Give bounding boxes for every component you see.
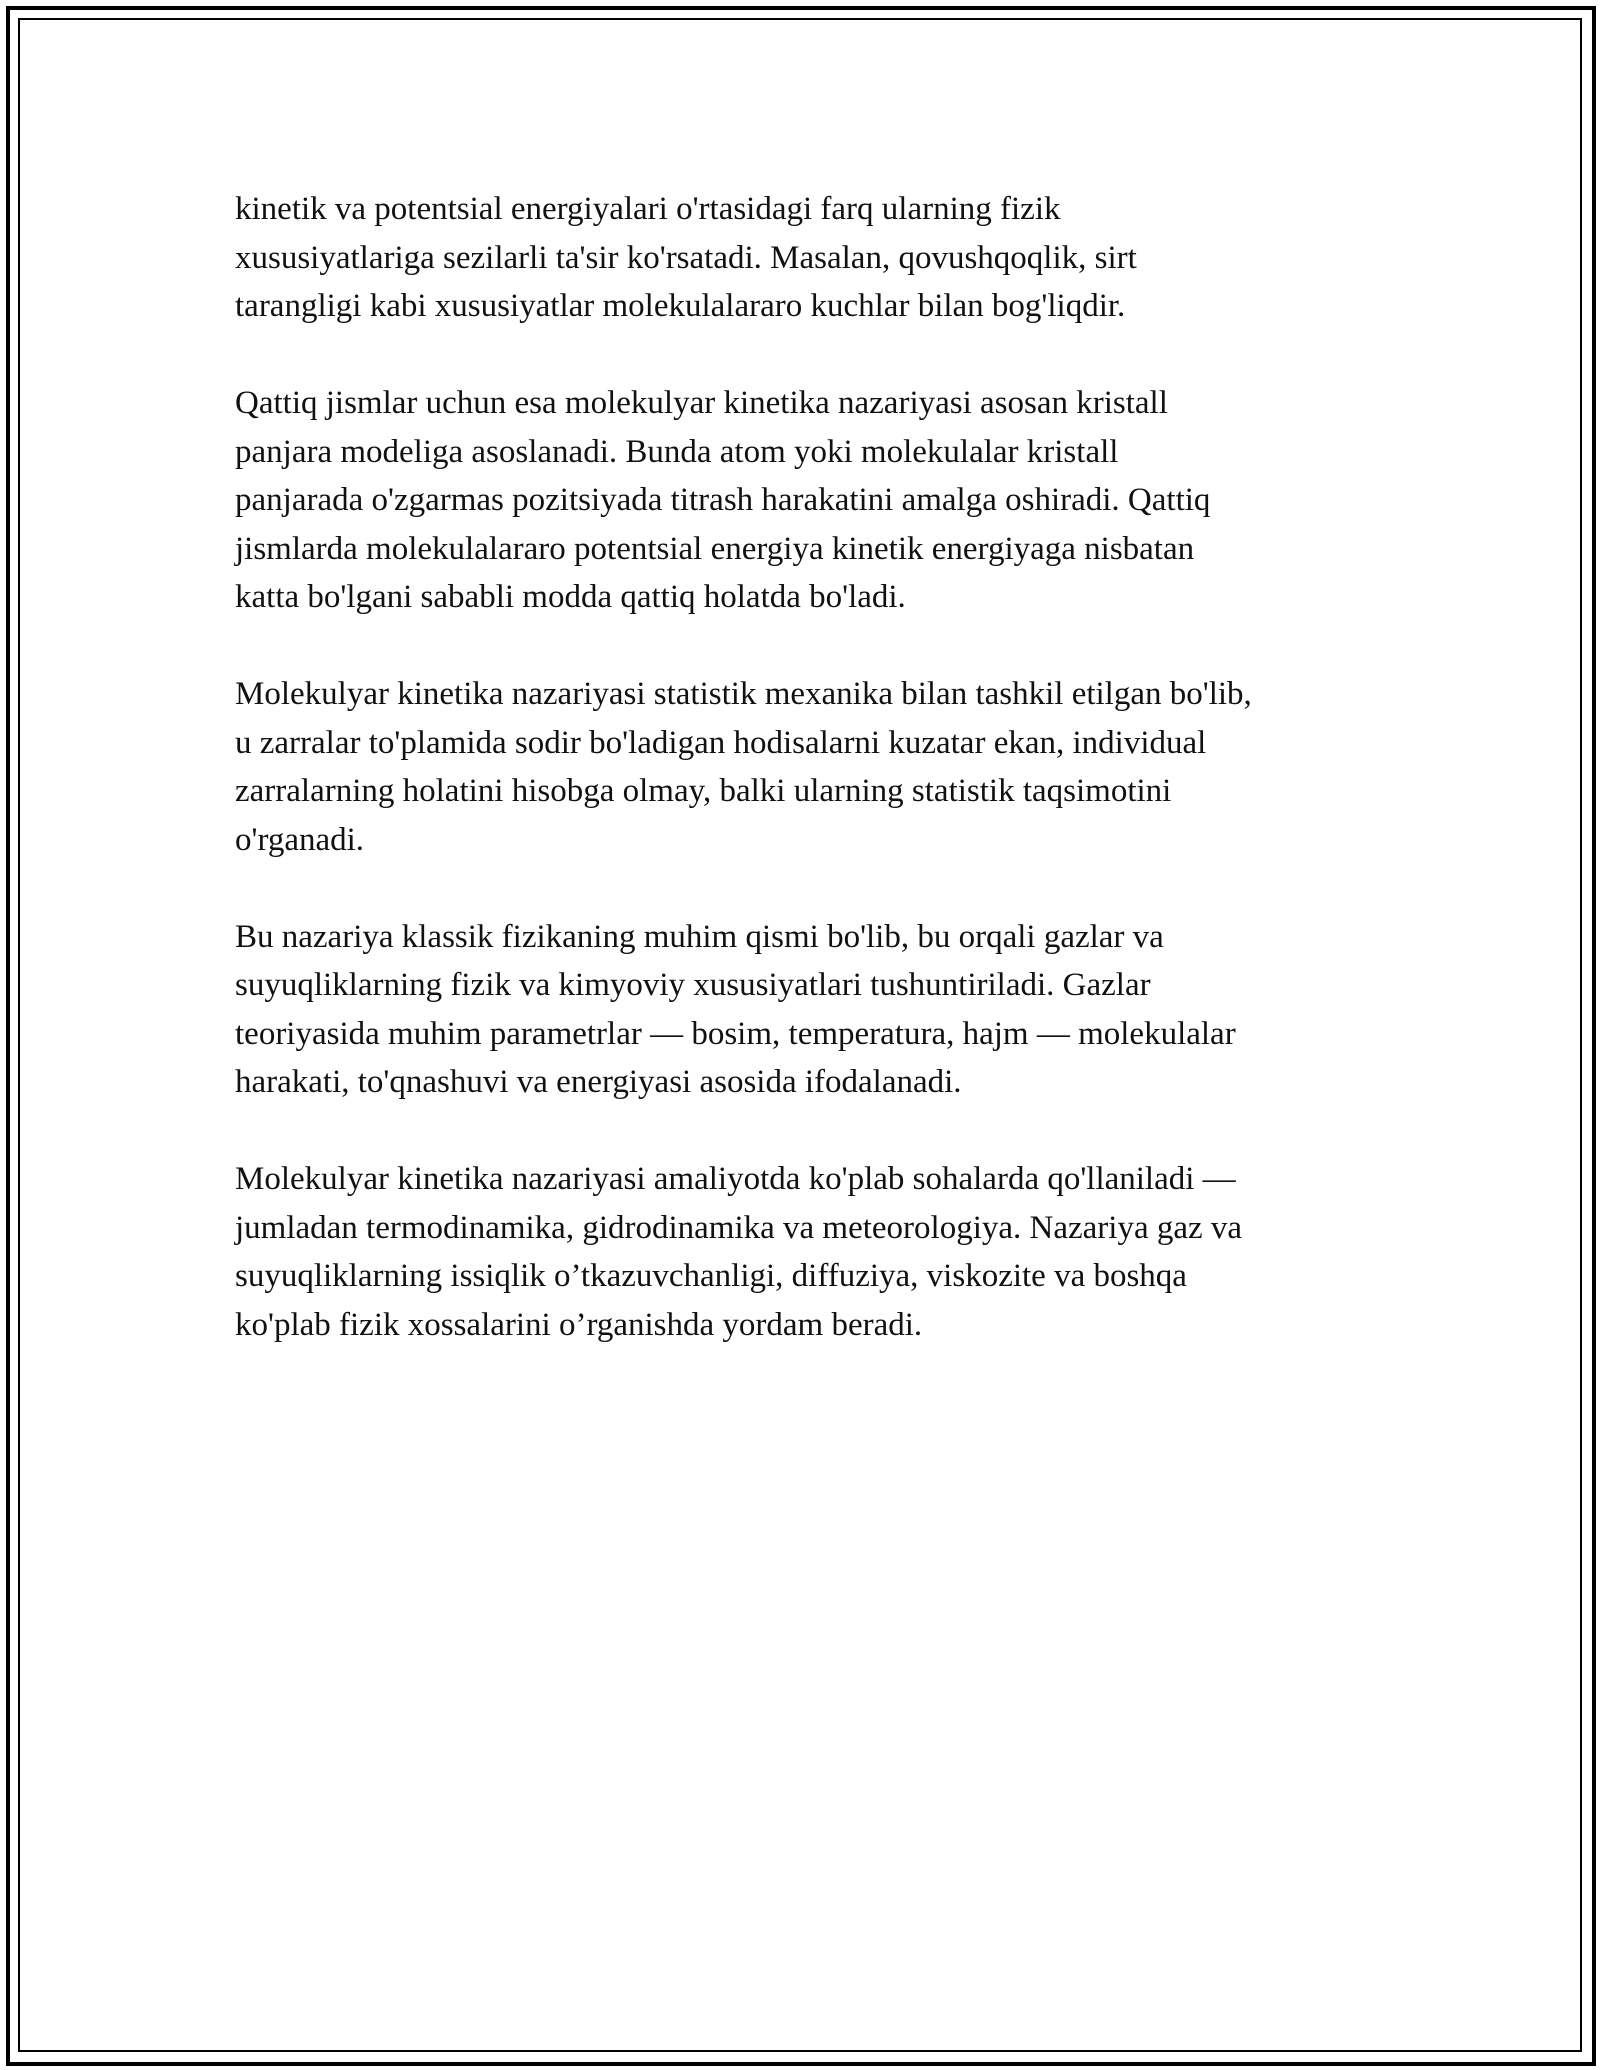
text-line: katta bo'lgani sababli modda qattiq holatda bo'ladi. [235,579,906,615]
paragraph-1 [235,185,1375,331]
paragraph-4 [235,913,1375,1107]
text-line: suyuqliklarning issiqlik o’tkazuvchanligi, diffuziya, viskozite va boshqa [235,1258,1187,1294]
text-line: tarangligi kabi xususiyatlar molekulalararo kuchlar bilan bog'liqdir. [235,288,1126,324]
paragraph-5 [235,1155,1375,1349]
text-line: zarralarning holatini hisobga olmay, balki ularning statistik taqsimotini [235,773,1172,809]
text-line: xususiyatlariga sezilarli ta'sir ko'rsatadi. Masalan, qovushqoqlik, sirt [235,239,1137,276]
text-line: harakati, to'qnashuvi va energiyasi asosida ifodalanadi. [235,1064,962,1100]
text-line: Qattiq jismlar uchun esa molekulyar kinetika nazariyasi asosan kristall [235,385,1168,421]
text-line: Molekulyar kinetika nazariyasi amaliyotda ko'plab sohalarda qo'llaniladi — [235,1161,1236,1197]
text-line: u zarralar to'plamida sodir bo'ladigan hodisalarni kuzatar ekan, individual [235,724,1207,761]
paragraph-2 [235,379,1375,622]
text-line: jismlarda molekulalararo potentsial energiya kinetik energiyaga nisbatan [235,530,1195,567]
text-line: Bu nazariya klassik fizikaning muhim qismi bo'lib, bu orqali gazlar va [235,918,1164,955]
text-line: teoriyasida muhim parametrlar — bosim, temperatura, hajm — molekulalar [235,1015,1236,1052]
text-line: o'rganadi. [235,821,365,858]
text-line: Molekulyar kinetika nazariyasi statistik mexanika bilan tashkil etilgan bo'lib, [235,676,1252,712]
text-line: kinetik va potentsial energiyalari o'rtasidagi farq ularning fizik [235,191,1061,227]
document-body [235,185,1375,1398]
paragraph-3 [235,670,1375,864]
text-line: ko'plab fizik xossalarini o’rganishda yordam beradi. [235,1306,923,1343]
text-line: suyuqliklarning fizik va kimyoviy xususiyatlari tushuntiriladi. Gazlar [235,967,1151,1003]
text-line: panjara modeliga asoslanadi. Bunda atom yoki molekulalar kristall [235,433,1119,470]
text-line: panjarada o'zgarmas pozitsiyada titrash harakatini amalga oshiradi. Qattiq [235,482,1211,518]
text-line: jumladan termodinamika, gidrodinamika va meteorologiya. Nazariya gaz va [235,1209,1243,1246]
